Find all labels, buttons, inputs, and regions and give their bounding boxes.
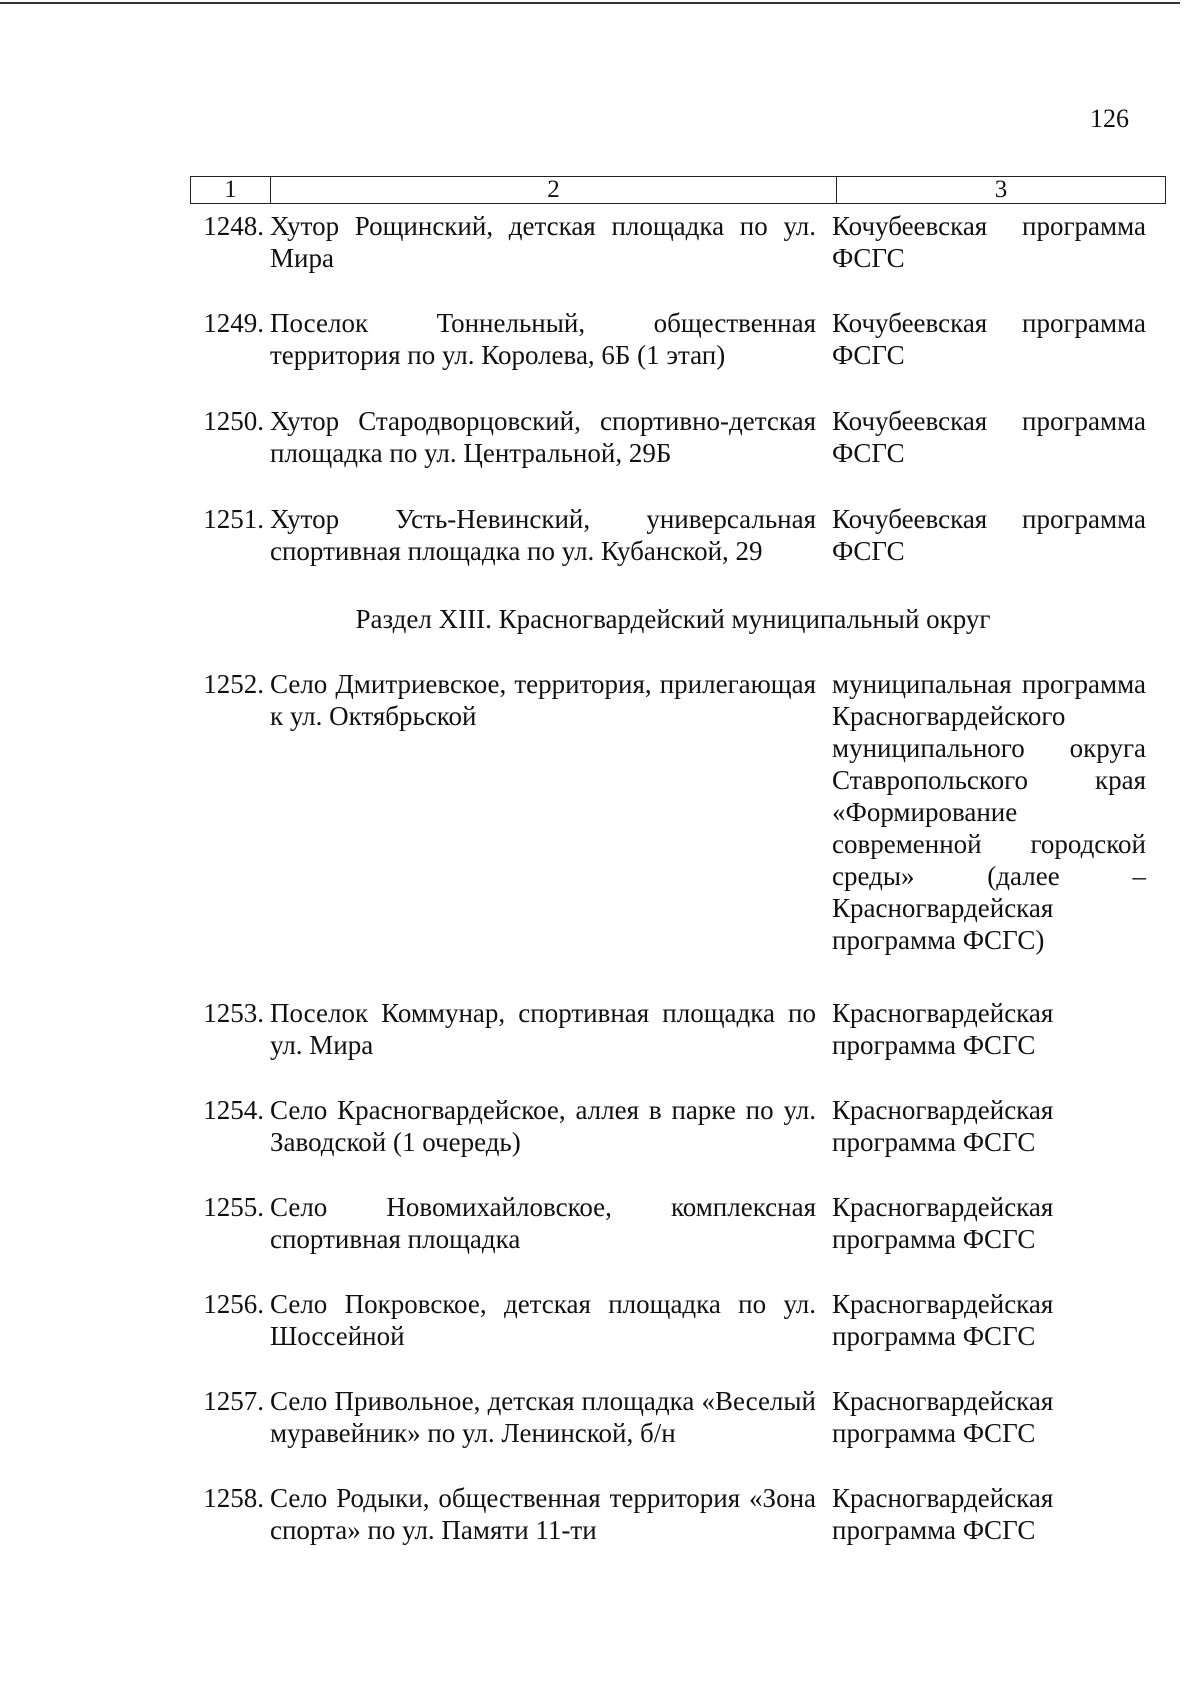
row-program: Кочубеевская программа ФСГС [832, 406, 1146, 468]
row-description: Село Привольное, детская площадка «Веселый муравейник» по ул. Ленинской, б/н [270, 1386, 816, 1448]
row-number: 1255. [203, 1192, 264, 1222]
section-title: Раздел XIII. Красногвардейский муниципальный округ [355, 604, 991, 634]
row-number: 1258. [203, 1483, 264, 1513]
table-header [190, 176, 1166, 204]
row-description: Хутор Рощинский, детская площадка по ул. Мира [270, 211, 816, 273]
row-number: 1249. [203, 308, 264, 338]
row-description: Поселок Коммунар, спортивная площадка по ул. Мира [270, 998, 816, 1060]
row-program: Красногвардейская программа ФСГС [832, 1386, 1054, 1448]
row-description: Хутор Стародворцовский, спортивно-детская площадка по ул. Центральной, 29Б [270, 406, 816, 468]
row-number: 1253. [203, 998, 264, 1028]
row-description: Село Красногвардейское, аллея в парке по ул. Заводской (1 очередь) [270, 1095, 816, 1157]
row-program: муниципальная программа Красногвардейского муниципального округа Ставропольского края «Формирование современной городской среды» (далее – Красногвардейская программа ФСГС) [832, 669, 1146, 955]
row-number: 1256. [203, 1289, 264, 1319]
row-program: Красногвардейская программа ФСГС [832, 998, 1054, 1060]
top-rule [0, 2, 1180, 4]
row-number: 1257. [203, 1386, 264, 1416]
row-program: Кочубеевская программа ФСГС [832, 308, 1146, 370]
header-col-1: 1 [191, 177, 271, 203]
row-description: Хутор Усть-Невинский, универсальная спортивная площадка по ул. Кубанской, 29 [270, 504, 816, 566]
header-col-3: 3 [994, 176, 1008, 203]
row-number: 1250. [203, 406, 264, 436]
row-description: Село Дмитриевское, территория, прилегающая к ул. Октябрьской [270, 669, 816, 731]
row-number: 1248. [203, 211, 264, 241]
row-number: 1252. [203, 669, 264, 699]
row-description: Село Новомихайловское, комплексная спортивная площадка [270, 1192, 816, 1254]
row-program: Красногвардейская программа ФСГС [832, 1095, 1054, 1157]
row-program: Красногвардейская программа ФСГС [832, 1192, 1054, 1254]
row-number: 1251. [203, 504, 264, 534]
header-col-2: 2 [271, 177, 837, 203]
row-description: Село Родыки, общественная территория «Зона спорта» по ул. Памяти 11-ти [270, 1483, 816, 1545]
page-number: 126 [1090, 104, 1129, 133]
row-program: Кочубеевская программа ФСГС [832, 504, 1146, 566]
row-program: Красногвардейская программа ФСГС [832, 1289, 1054, 1351]
row-program: Красногвардейская программа ФСГС [832, 1483, 1054, 1545]
row-program: Кочубеевская программа ФСГС [832, 211, 1146, 273]
row-description: Поселок Тоннельный, общественная территория по ул. Королева, 6Б (1 этап) [270, 308, 816, 370]
row-description: Село Покровское, детская площадка по ул. Шоссейной [270, 1289, 816, 1351]
row-number: 1254. [203, 1095, 264, 1125]
